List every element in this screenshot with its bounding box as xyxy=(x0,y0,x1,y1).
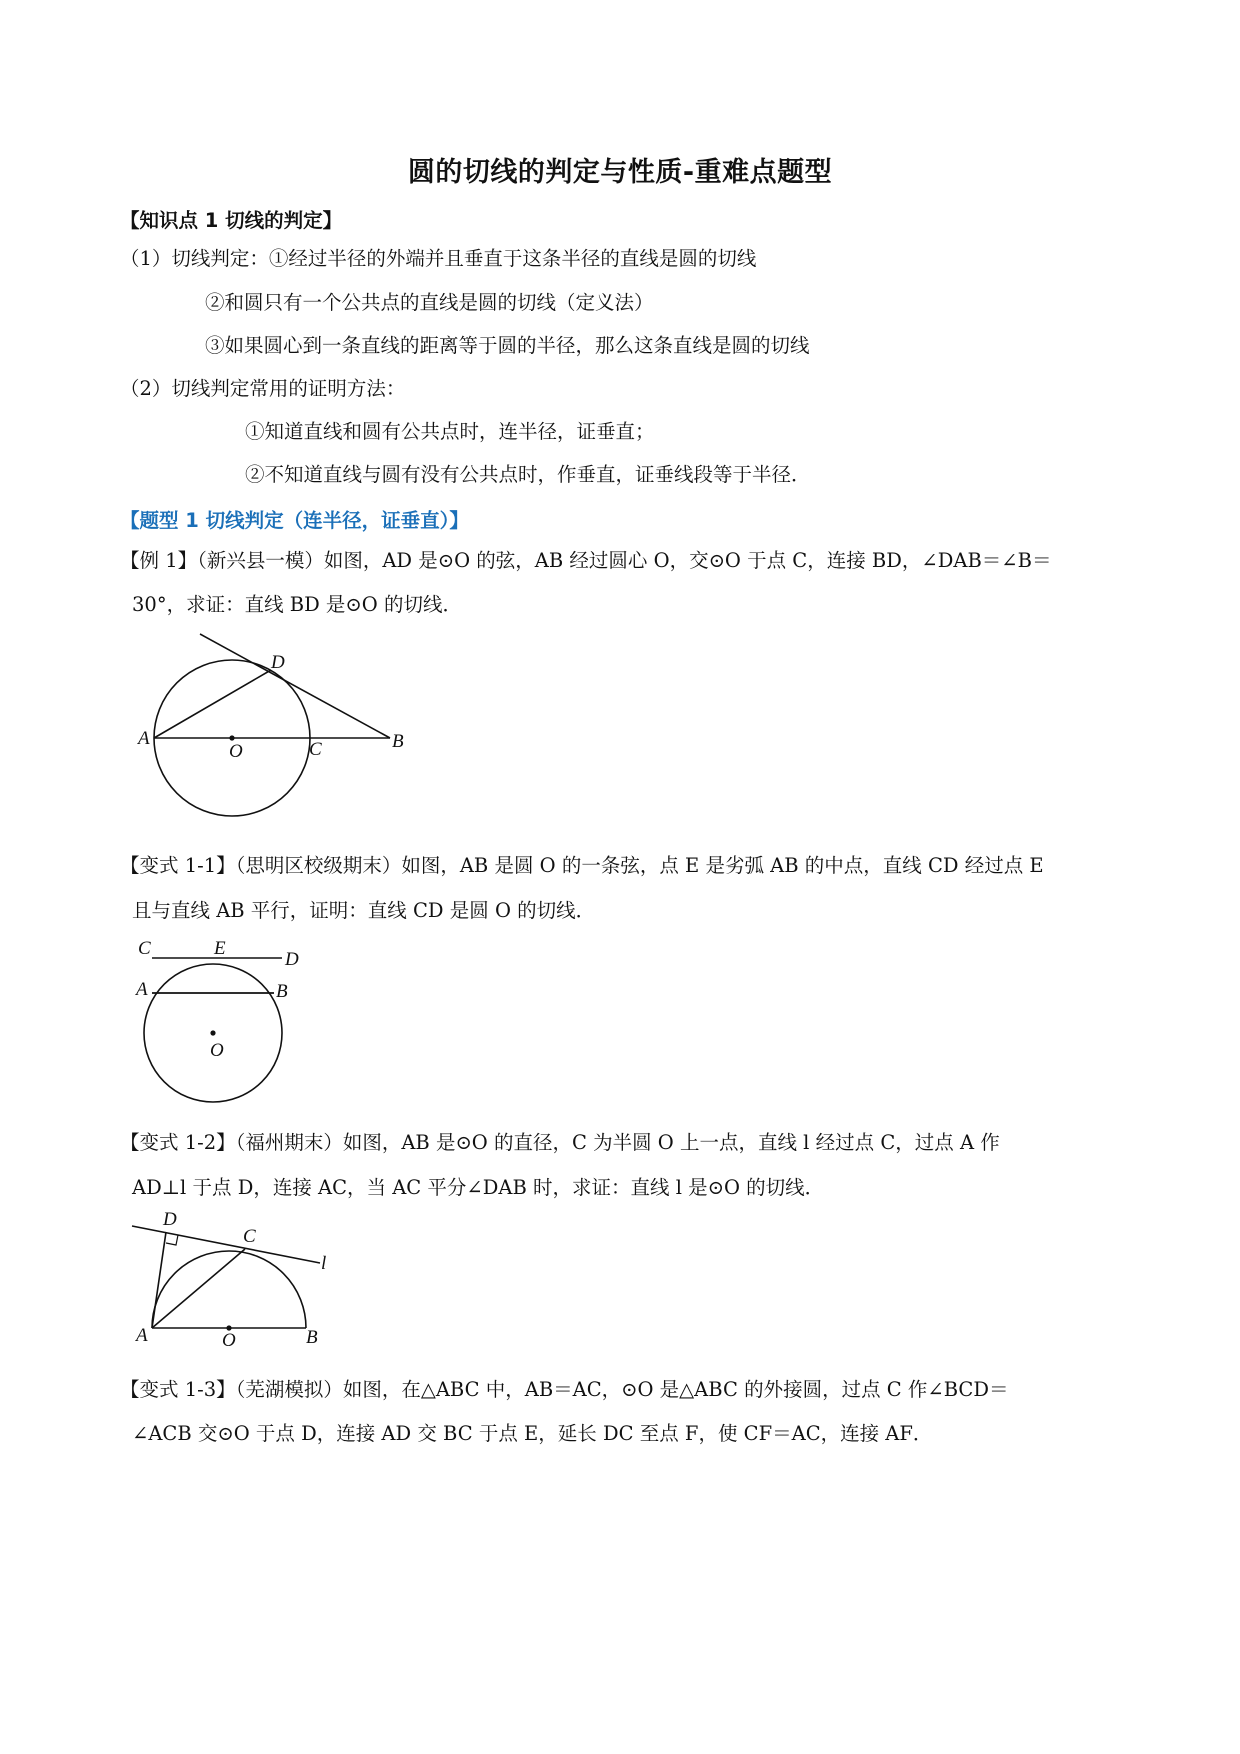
label-c: C xyxy=(138,938,151,959)
knowledge-paragraph-1: （1）切线判定：①经过半径的外端并且垂直于这条半径的直线是圆的切线 xyxy=(120,247,757,270)
knowledge-paragraph-1b: ②和圆只有一个公共点的直线是圆的切线（定义法） xyxy=(205,291,654,314)
variant-1-2-text-line1: 【变式 1-2】（福州期末）如图，AB 是⊙O 的直径，C 为半圆 O 上一点，直线 l 经过点 C，过点 A 作 xyxy=(120,1131,1000,1154)
label-o: O xyxy=(222,1330,236,1350)
knowledge-paragraph-2b: ②不知道直线与圆有没有公共点时，作垂直，证垂线段等于半径． xyxy=(245,463,811,486)
variant-1-3-text-line2: ∠ACB 交⊙O 于点 D，连接 AD 交 BC 于点 E，延长 DC 至点 F，使 CF＝AC，连接 AF． xyxy=(132,1422,933,1445)
variant-1-3-text-line1: 【变式 1-3】（芜湖模拟）如图，在△ABC 中，AB＝AC，⊙O 是△ABC 的外接圆，过点 C 作∠BCD＝ xyxy=(120,1378,1009,1401)
variant-1-1-text-line1: 【变式 1-1】（思明区校级期末）如图，AB 是圆 O 的一条弦，点 E 是劣弧 AB 的中点，直线 CD 经过点 E xyxy=(120,854,1044,877)
label-l: l xyxy=(321,1253,327,1274)
label-b: B xyxy=(276,981,288,1002)
example-1-text-line1: 【例 1】（新兴县一模）如图，AD 是⊙O 的弦，AB 经过圆心 O，交⊙O 于点 C，连接 BD，∠DAB＝∠B＝ xyxy=(120,549,1052,572)
label-o: O xyxy=(210,1040,224,1061)
label-b: B xyxy=(392,731,404,752)
example-1-text-line2: 30°，求证：直线 BD 是⊙O 的切线． xyxy=(132,593,462,616)
section-heading-type-1: 【题型 1 切线判定（连半径，证垂直）】 xyxy=(120,509,469,532)
label-a: A xyxy=(138,728,150,749)
variant-1-2-figure xyxy=(125,1210,345,1350)
label-o: O xyxy=(229,741,243,762)
label-c: C xyxy=(243,1226,256,1247)
example-1-figure xyxy=(130,625,430,825)
variant-1-1-figure xyxy=(130,935,330,1105)
section-heading-knowledge-1: 【知识点 1 切线的判定】 xyxy=(120,209,343,232)
label-d: D xyxy=(285,949,299,970)
variant-1-2-text-line2: AD⊥l 于点 D，连接 AC，当 AC 平分∠DAB 时，求证：直线 l 是⊙O 的切线． xyxy=(132,1176,825,1199)
knowledge-paragraph-2: （2）切线判定常用的证明方法： xyxy=(120,377,406,400)
label-a: A xyxy=(136,1325,148,1346)
knowledge-paragraph-2a: ①知道直线和圆有公共点时，连半径，证垂直； xyxy=(245,420,655,443)
label-a: A xyxy=(136,979,148,1000)
label-d: D xyxy=(163,1210,177,1230)
knowledge-paragraph-1c: ③如果圆心到一条直线的距离等于圆的半径，那么这条直线是圆的切线 xyxy=(205,334,810,357)
label-b: B xyxy=(306,1327,318,1348)
label-c: C xyxy=(309,739,322,760)
page-title: 圆的切线的判定与性质-重难点题型 xyxy=(407,157,833,188)
variant-1-1-text-line2: 且与直线 AB 平行，证明：直线 CD 是圆 O 的切线． xyxy=(132,899,596,922)
label-e: E xyxy=(214,938,226,959)
label-d: D xyxy=(271,652,285,673)
